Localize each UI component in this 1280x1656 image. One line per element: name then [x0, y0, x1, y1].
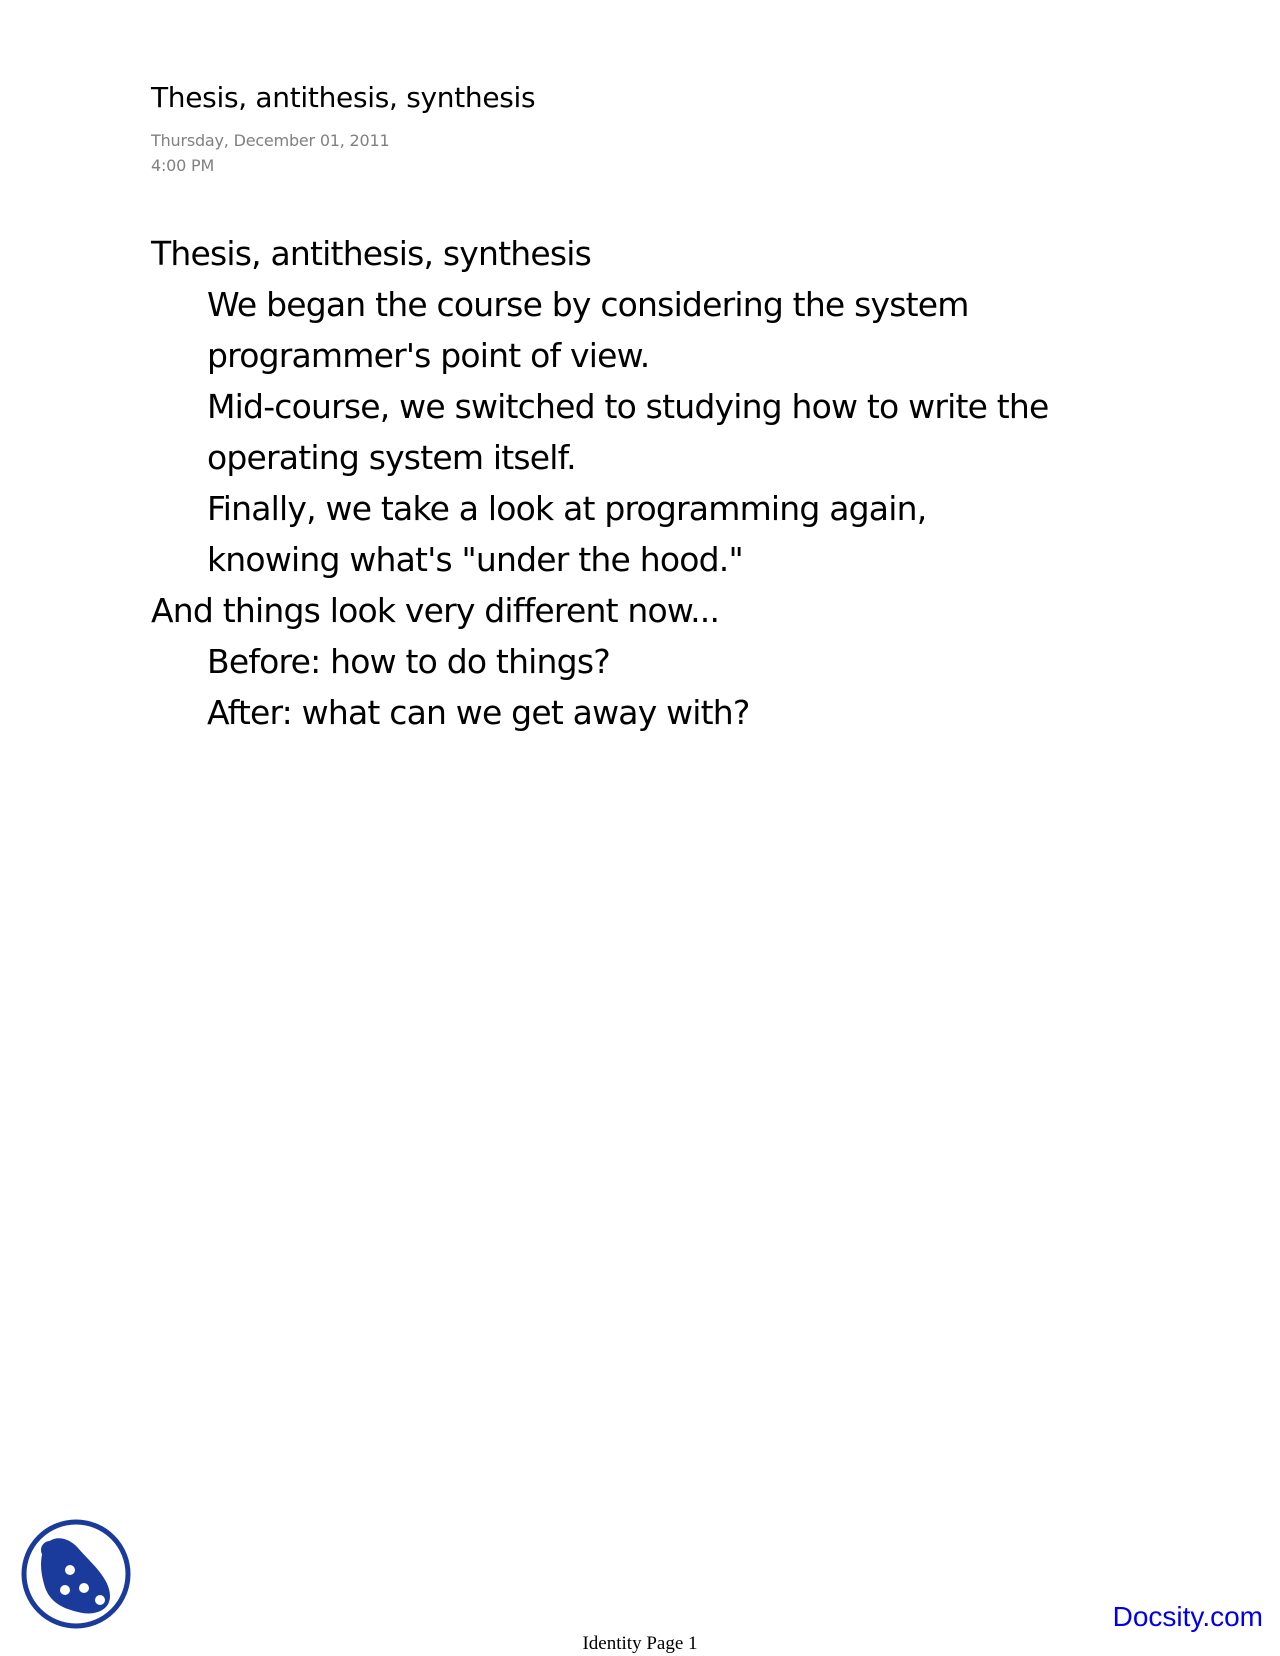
- body-line: programmer's point of view.: [207, 336, 650, 375]
- page-title: Thesis, antithesis, synthesis: [151, 81, 536, 114]
- body-line: We began the course by considering the system: [207, 285, 969, 324]
- body-line: Before: how to do things?: [207, 642, 610, 681]
- note-date: Thursday, December 01, 2011: [151, 131, 390, 150]
- body-line: knowing what's "under the hood.": [207, 540, 743, 579]
- note-body: [151, 228, 1211, 738]
- note-time: 4:00 PM: [151, 156, 215, 175]
- docsity-logo-icon[interactable]: [20, 1518, 132, 1630]
- body-line: operating system itself.: [207, 438, 576, 477]
- brand-link[interactable]: Docsity.com: [1112, 1601, 1263, 1632]
- body-line: Thesis, antithesis, synthesis: [151, 234, 591, 273]
- body-line: Finally, we take a look at programming again,: [207, 489, 927, 528]
- page-footer: Identity Page 1: [582, 1633, 698, 1654]
- note-metadata: [151, 128, 389, 178]
- body-line: After: what can we get away with?: [207, 693, 750, 732]
- body-line: Mid-course, we switched to studying how to write the: [207, 387, 1049, 426]
- body-line: And things look very different now...: [151, 591, 720, 630]
